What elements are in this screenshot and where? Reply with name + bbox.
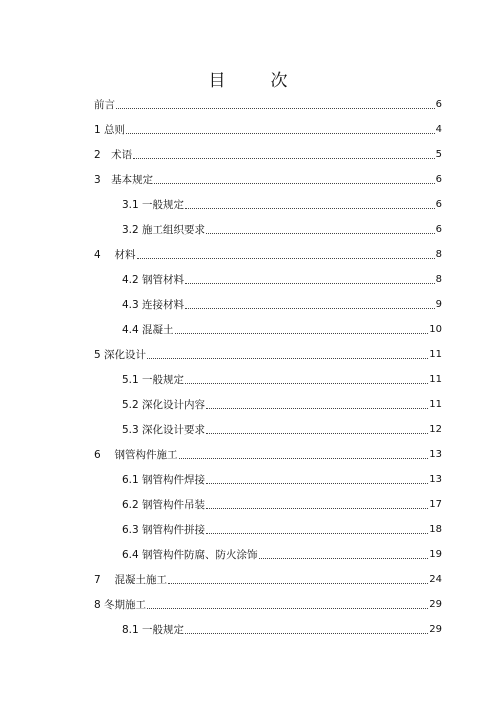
- toc-entry-4-2[interactable]: [122, 271, 442, 287]
- toc-entry-label: 6 钢管构件施工: [94, 449, 178, 461]
- toc-entry-page: 11: [429, 374, 442, 385]
- toc-entry-label: 4 材料: [94, 249, 136, 261]
- toc-entry-page: 12: [429, 424, 442, 435]
- toc-entry-page: 18: [429, 524, 442, 535]
- toc-entry-6[interactable]: [94, 446, 442, 462]
- dot-leader: [185, 208, 435, 209]
- dot-leader: [206, 533, 428, 534]
- toc-entry-label: 前言: [94, 99, 115, 111]
- toc-entry-page: 11: [429, 349, 442, 360]
- dot-leader: [206, 433, 428, 434]
- toc-entry-page: 6: [435, 224, 442, 235]
- toc-entry-label: 6.1 钢管构件焊接: [122, 474, 206, 486]
- toc-entry-3[interactable]: [94, 171, 442, 187]
- dot-leader: [185, 283, 435, 284]
- toc-entry-4-4[interactable]: [122, 321, 442, 337]
- toc-entry-3-2[interactable]: [122, 221, 442, 237]
- toc-entry-label: 7 混凝土施工: [94, 574, 168, 586]
- dot-leader: [147, 608, 428, 609]
- dot-leader: [206, 508, 428, 509]
- dot-leader: [206, 408, 428, 409]
- toc-entry-page: 6: [435, 174, 442, 185]
- dot-leader: [168, 583, 428, 584]
- toc-entry-6-4[interactable]: [122, 546, 442, 562]
- dot-leader: [126, 133, 435, 134]
- toc-entry-page: 11: [429, 399, 442, 410]
- toc-entry-page: 8: [435, 274, 442, 285]
- dot-leader: [137, 258, 435, 259]
- dot-leader: [179, 458, 429, 459]
- toc-entry-5-1[interactable]: [122, 371, 442, 387]
- toc-entry-page: 6: [435, 99, 442, 110]
- toc-entry-5-2[interactable]: [122, 396, 442, 412]
- toc-entry-label: 6.4 钢管构件防腐、防火涂饰: [122, 549, 258, 561]
- toc-entry-page: 6: [435, 199, 442, 210]
- toc-entry-page: 29: [429, 599, 442, 610]
- toc-entry-7[interactable]: [94, 571, 442, 587]
- dot-leader: [185, 633, 428, 634]
- toc-entry-label: 6.2 钢管构件吊装: [122, 499, 206, 511]
- toc-entry-page: 24: [429, 574, 442, 585]
- toc-entry-label: 5 深化设计: [94, 349, 147, 361]
- toc-entry-label: 2 术语: [94, 149, 133, 161]
- toc-entry-page: 17: [429, 499, 442, 510]
- dot-leader: [185, 383, 428, 384]
- toc-entry-page: 8: [435, 249, 442, 260]
- toc-entry-5[interactable]: [94, 346, 442, 362]
- toc-entry-label: 4.2 钢管材料: [122, 274, 185, 286]
- dot-leader: [185, 308, 435, 309]
- toc-entry-label: 6.3 钢管构件拼接: [122, 524, 206, 536]
- toc-entry-label: 8.1 一般规定: [122, 624, 185, 636]
- toc-entry-label: 1 总则: [94, 124, 126, 136]
- toc-entry-preface[interactable]: [94, 96, 442, 112]
- dot-leader: [259, 558, 429, 559]
- toc-entry-4-3[interactable]: [122, 296, 442, 312]
- toc-entry-page: 13: [429, 474, 442, 485]
- toc-entry-4[interactable]: [94, 246, 442, 262]
- toc-entry-2[interactable]: [94, 146, 442, 162]
- dot-leader: [175, 333, 429, 334]
- toc-entry-label: 5.1 一般规定: [122, 374, 185, 386]
- toc-entry-page: 13: [429, 449, 442, 460]
- toc-entry-6-3[interactable]: [122, 521, 442, 537]
- dot-leader: [206, 233, 435, 234]
- toc-entry-label: 5.2 深化设计内容: [122, 399, 206, 411]
- toc-entry-6-1[interactable]: [122, 471, 442, 487]
- dot-leader: [154, 183, 434, 184]
- dot-leader: [116, 108, 435, 109]
- toc-entry-label: 3 基本规定: [94, 174, 154, 186]
- toc-entry-label: 8 冬期施工: [94, 599, 147, 611]
- toc-entry-label: 3.1 一般规定: [122, 199, 185, 211]
- toc-entry-page: 9: [435, 299, 442, 310]
- toc-entry-page: 4: [435, 124, 442, 135]
- toc-entry-page: 10: [429, 324, 442, 335]
- toc-entry-page: 29: [429, 624, 442, 635]
- dot-leader: [147, 358, 428, 359]
- toc-entry-8[interactable]: [94, 596, 442, 612]
- toc-entry-6-2[interactable]: [122, 496, 442, 512]
- toc-entry-3-1[interactable]: [122, 196, 442, 212]
- toc-entry-label: 4.3 连接材料: [122, 299, 185, 311]
- dot-leader: [206, 483, 428, 484]
- toc-entry-1[interactable]: [94, 121, 442, 137]
- toc-entry-label: 4.4 混凝土: [122, 324, 174, 336]
- toc-entry-page: 5: [435, 149, 442, 160]
- dot-leader: [133, 158, 434, 159]
- toc-entry-8-1[interactable]: [122, 621, 442, 637]
- toc-entry-label: 5.3 深化设计要求: [122, 424, 206, 436]
- toc-entry-page: 19: [429, 549, 442, 560]
- toc-entry-5-3[interactable]: [122, 421, 442, 437]
- toc-entry-label: 3.2 施工组织要求: [122, 224, 206, 236]
- toc-title: 目 次: [208, 71, 302, 91]
